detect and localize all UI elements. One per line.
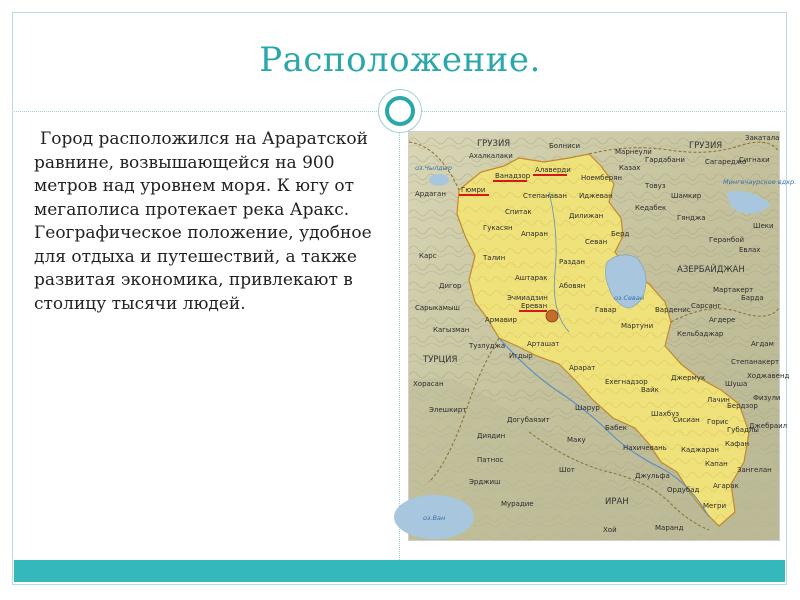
- label-marand: Маранд: [655, 524, 684, 532]
- label-marneuli: Марнеули: [615, 148, 652, 156]
- label-aghdam: Агдам: [751, 340, 774, 348]
- label-kazakh: Казах: [619, 164, 641, 172]
- label-ashtarak: Аштарак: [515, 274, 548, 282]
- label-jermuk: Джермук: [671, 374, 706, 382]
- label-kagizman: Кагызман: [433, 326, 470, 334]
- label-talin: Талин: [483, 254, 506, 262]
- label-gardabani: Гардабани: [645, 156, 685, 164]
- label-kedabek: Кедабек: [635, 204, 667, 212]
- label-spitak: Спитак: [505, 208, 532, 216]
- slide-title: Расположение.: [259, 40, 541, 80]
- label-dogubayazit: Догубаязит: [507, 416, 550, 424]
- label-ardahan: Ардаган: [415, 190, 446, 198]
- label-dilijan: Дилижан: [569, 212, 604, 220]
- yerevan-marker-icon: [546, 310, 558, 322]
- label-stepanakert: Степанакерт: [731, 358, 780, 366]
- label-kafan: Кафан: [725, 440, 750, 448]
- label-iran: ИРАН: [605, 497, 629, 507]
- label-childyr: оз.Чылдыр: [415, 164, 452, 172]
- label-vardenis: Варденис: [655, 306, 691, 314]
- label-hrazdan: Раздан: [559, 258, 585, 266]
- label-khoy: Хой: [603, 526, 617, 534]
- label-georgia-right: ГРУЗИЯ: [689, 141, 723, 151]
- label-sarsang: Сарсанг: [691, 302, 722, 310]
- label-martakert: Мартакерт: [713, 286, 754, 294]
- label-shusha: Шуша: [725, 380, 748, 388]
- label-armavir: Армавир: [485, 316, 517, 324]
- label-berd: Берд: [611, 230, 630, 238]
- label-sevan-city: Севан: [585, 238, 608, 246]
- label-bolnisi: Болниси: [549, 142, 581, 150]
- label-kars: Карс: [419, 252, 437, 260]
- label-stepanavan: Степанаван: [523, 192, 567, 200]
- label-zaqatala: Закатала: [745, 134, 780, 142]
- label-ganja: Гянджа: [677, 214, 706, 222]
- label-gavar: Гавар: [595, 306, 617, 314]
- label-gyumri: Гюмри: [461, 186, 486, 194]
- label-yevlakh: Евлах: [739, 246, 761, 254]
- label-alaverdi: Алаверди: [535, 166, 571, 174]
- label-noyemberyan: Ноемберян: [581, 174, 622, 182]
- label-vanadzor: Ванадзор: [495, 172, 531, 180]
- label-ercis: Эрджиш: [469, 478, 501, 486]
- label-azerbaijan: АЗЕРБАЙДЖАН: [677, 265, 745, 275]
- armenia-map: [408, 131, 797, 541]
- label-aparan: Апаран: [521, 230, 548, 238]
- label-sagarejo: Сагареджо: [705, 158, 747, 166]
- label-goranboy: Геранбой: [709, 236, 745, 244]
- label-sharur: Шарур: [575, 404, 600, 412]
- label-julfa: Джульфа: [635, 472, 670, 480]
- label-sevan-lake: оз.Севан: [614, 294, 645, 302]
- label-zangilan: Зангелан: [737, 466, 772, 474]
- label-sisian: Сисиан: [673, 416, 700, 424]
- label-digor: Дигор: [439, 282, 462, 290]
- label-gubadli: Губадлы: [727, 426, 759, 434]
- label-igdir: Игдыр: [509, 352, 533, 360]
- ring-ornament-inner: [385, 96, 415, 126]
- label-meghri: Мегри: [703, 502, 727, 510]
- label-ordubad: Ордубад: [667, 486, 700, 494]
- label-kapan: Капан: [705, 460, 728, 468]
- label-sheki: Шеки: [753, 222, 774, 230]
- label-patnos: Патнос: [477, 456, 504, 464]
- label-nakhichevan: Нахичевань: [623, 444, 667, 452]
- column-divider: [399, 112, 400, 560]
- label-goris: Горис: [707, 418, 729, 426]
- label-abovyan: Абовян: [559, 282, 586, 290]
- label-martuni: Мартуни: [621, 322, 654, 330]
- label-van-lake: оз.Ван: [423, 514, 446, 522]
- label-turkey: ТУРЦИЯ: [423, 355, 458, 365]
- label-vayk: Вайк: [641, 386, 659, 394]
- map-graphic: [409, 132, 797, 540]
- label-khojavend: Ходжавенд: [747, 372, 790, 380]
- label-jebrail: Джебраил: [749, 422, 788, 430]
- label-georgia-left: ГРУЗИЯ: [477, 139, 511, 149]
- label-vagharshapat: Эчмиадзин: [507, 294, 548, 302]
- label-ararat: Арарат: [569, 364, 596, 372]
- label-lachin: Лачин: [707, 396, 730, 404]
- label-berdzor: Бердзор: [727, 402, 758, 410]
- label-eleskirt: Элешкирт: [429, 406, 467, 414]
- label-agarak: Агарак: [713, 482, 739, 490]
- label-akhalkalaki: Ахалкалаки: [469, 152, 513, 160]
- label-gukasyan: Гукасян: [483, 224, 513, 232]
- label-horasan: Хорасан: [413, 380, 444, 388]
- label-sarikamis: Сарыкамыш: [415, 304, 460, 312]
- lake-childyr: [429, 174, 449, 186]
- label-mingechaur: Мингечаурское вдхр.: [723, 178, 797, 186]
- label-babek: Бабек: [605, 424, 627, 432]
- label-ijevan: Иджеван: [579, 192, 613, 200]
- ring-ornament-icon: [378, 89, 422, 133]
- label-fizuli: Физули: [753, 394, 781, 402]
- label-muradiye: Мурадие: [501, 500, 534, 508]
- label-shot: Шот: [559, 466, 575, 474]
- label-barda: Барда: [741, 294, 764, 302]
- label-signagi: Сигнахи: [739, 156, 770, 164]
- label-tovuz: Товуз: [645, 182, 666, 190]
- footer-bar: [14, 560, 785, 582]
- label-artashat: Арташат: [527, 340, 560, 348]
- label-kalbajar: Кельбаджар: [677, 330, 724, 338]
- label-shahbuz: Шахбуз: [651, 410, 680, 418]
- label-yerevan: Ереван: [521, 302, 548, 310]
- label-yeghegnadzor: Ехегнадзор: [605, 378, 648, 386]
- label-tuzluca: Тузлуджа: [469, 342, 506, 350]
- label-shamkir: Шамкир: [671, 192, 702, 200]
- label-kajaran: Каджаран: [681, 446, 720, 454]
- label-agdara: Агдере: [709, 316, 736, 324]
- label-maku: Маку: [567, 436, 586, 444]
- body-paragraph: Город расположился на Араратской равнине, возвышающейся на 900 метров над уровнем моря. К югу от мегаполиса протекает река Аракс. Географическое положение, удобное для отдыха и путешествий, а также развитая экономика, привлекают в столицу тысячи людей.: [34, 129, 372, 314]
- label-diyadin: Диядин: [477, 432, 506, 440]
